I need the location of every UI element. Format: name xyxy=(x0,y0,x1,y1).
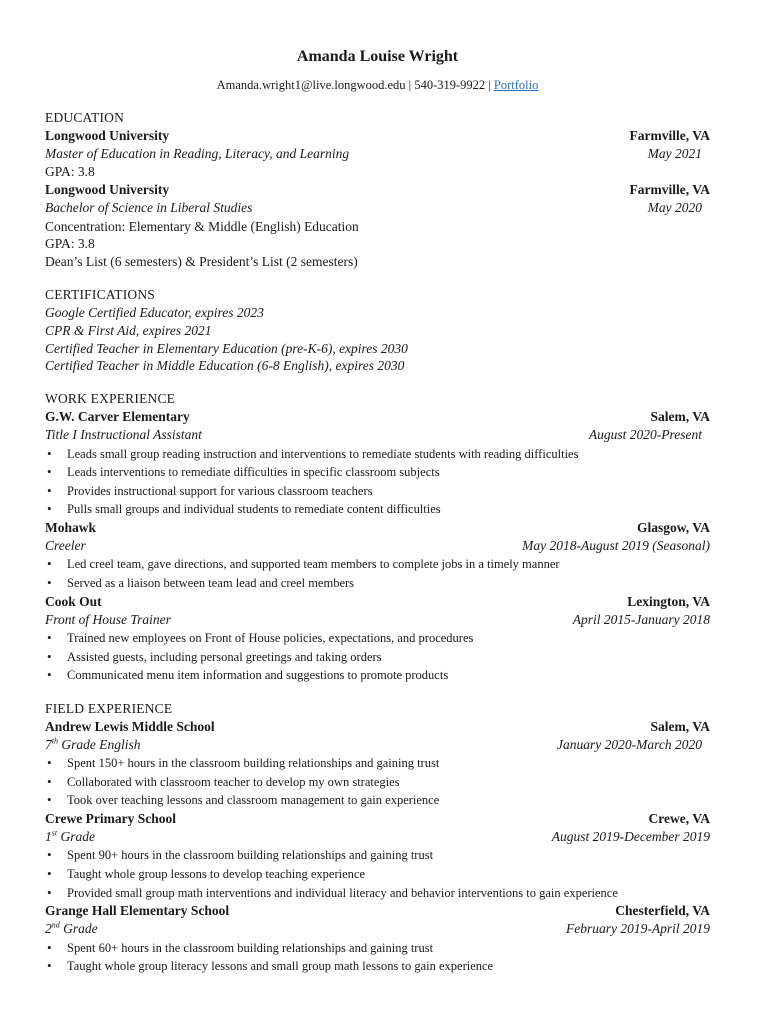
bullet-item: • Spent 90+ hours in the classroom building relationships and gaining trust xyxy=(45,846,710,865)
school-name: Grange Hall Elementary School xyxy=(45,903,230,919)
placement-grade-row xyxy=(45,920,710,938)
certification-item: Certified Teacher in Middle Education (6-8 English), expires 2030 xyxy=(45,358,405,374)
degree-title: Master of Education in Reading, Literacy, and Learning xyxy=(45,146,350,162)
placement-grade xyxy=(45,736,140,754)
job-role-row xyxy=(45,426,710,444)
job-dates: April 2015-January 2018 xyxy=(572,611,710,627)
bullet-item: • Provided small group math interventions and individual literacy and behavior interventions to gain experience xyxy=(45,884,710,903)
bullet-item: • Spent 150+ hours in the classroom building relationships and gaining trust xyxy=(45,754,710,773)
placement-dates: January 2020-March 2020 xyxy=(557,736,702,752)
grade-label: Grade xyxy=(59,921,98,937)
placement-header xyxy=(45,718,710,736)
education-section xyxy=(45,109,710,271)
education-detail: GPA: 3.8 xyxy=(45,164,95,180)
employer-location: Glasgow, VA xyxy=(636,519,710,535)
school-name: Andrew Lewis Middle School xyxy=(45,718,215,734)
degree-title: Bachelor of Science in Liberal Studies xyxy=(45,200,253,216)
job-dates: May 2018-August 2019 (Seasonal) xyxy=(522,538,710,554)
certifications-section xyxy=(45,286,710,375)
education-detail: GPA: 3.8 xyxy=(45,236,95,252)
resume-page xyxy=(45,46,710,976)
bullet-item: • Leads interventions to remediate difficulties in specific classroom subjects xyxy=(45,463,710,482)
certification-item: CPR & First Aid, expires 2021 xyxy=(45,322,212,338)
job-header xyxy=(45,519,710,537)
education-detail: Concentration: Elementary & Middle (English) Education xyxy=(45,218,359,234)
job-role: Front of House Trainer xyxy=(45,611,171,627)
job-role-row xyxy=(45,537,710,555)
contact-line xyxy=(45,76,710,94)
resume-name: Amanda Louise Wright xyxy=(296,48,459,65)
grade-number: 7 xyxy=(45,736,52,752)
bullet-item: • Assisted guests, including personal greetings and taking orders xyxy=(45,648,710,667)
employer-location: Salem, VA xyxy=(650,409,710,425)
placement-dates: February 2019-April 2019 xyxy=(566,921,710,937)
employer-name: G.W. Carver Elementary xyxy=(45,409,190,425)
degree-date: May 2020 xyxy=(647,200,702,216)
bullet-item: • Taught whole group literacy lessons and small group math lessons to gain experience xyxy=(45,957,710,976)
work-experience-section xyxy=(45,390,710,685)
grade-label: Grade English xyxy=(57,736,141,752)
job-bullets xyxy=(45,629,710,685)
job-role: Title I Instructional Assistant xyxy=(45,427,202,443)
section-heading: FIELD EXPERIENCE xyxy=(45,700,173,716)
school-name: Crewe Primary School xyxy=(45,810,176,826)
employer-location: Lexington, VA xyxy=(627,593,710,609)
school-location: Crewe, VA xyxy=(648,810,710,826)
grade-ordinal: st xyxy=(51,828,58,838)
placement-grade-row xyxy=(45,736,710,754)
placement-bullets xyxy=(45,754,710,810)
bullet-item: • Trained new employees on Front of House policies, expectations, and procedures xyxy=(45,629,710,648)
job-header xyxy=(45,408,710,426)
grade-ordinal: nd xyxy=(51,920,60,930)
placement-grade xyxy=(45,920,98,938)
job-dates: August 2020-Present xyxy=(588,427,702,443)
separator: | xyxy=(485,78,494,92)
education-entry-degree xyxy=(45,145,710,163)
bullet-item: • Took over teaching lessons and classroom management to gain experience xyxy=(45,791,710,810)
separator: | xyxy=(405,78,415,92)
job-role: Creeler xyxy=(45,538,86,554)
education-entry-header xyxy=(45,127,710,145)
placement-bullets xyxy=(45,939,710,976)
job-role-row xyxy=(45,611,710,629)
bullet-item: • Taught whole group lessons to develop teaching experience xyxy=(45,865,710,884)
degree-date: May 2021 xyxy=(647,146,702,162)
bullet-item: • Collaborated with classroom teacher to develop my own strategies xyxy=(45,773,710,792)
employer-name: Cook Out xyxy=(45,593,102,609)
placement-header xyxy=(45,902,710,920)
portfolio-link[interactable]: Portfolio xyxy=(493,78,539,92)
school-location: Chesterfield, VA xyxy=(615,903,710,919)
placement-grade-row xyxy=(45,828,710,846)
grade-ordinal: th xyxy=(51,736,58,746)
placement-bullets xyxy=(45,846,710,902)
placement-grade xyxy=(45,828,95,846)
grade-number: 2 xyxy=(45,921,52,937)
bullet-item: • Communicated menu item information and suggestions to promote products xyxy=(45,666,710,685)
school-name: Longwood University xyxy=(45,182,170,198)
certification-item: Google Certified Educator, expires 2023 xyxy=(45,305,264,320)
education-entry-header xyxy=(45,181,710,199)
grade-label: Grade xyxy=(57,829,95,845)
placement-header xyxy=(45,810,710,828)
section-heading: WORK EXPERIENCE xyxy=(45,391,176,407)
bullet-item: • Served as a liaison between team lead and creel members xyxy=(45,574,710,593)
grade-number: 1 xyxy=(45,829,52,845)
phone-text: 540-319-9922 xyxy=(414,78,486,92)
certification-item: Certified Teacher in Elementary Education (pre-K-6), expires 2030 xyxy=(45,340,408,356)
section-heading: CERTIFICATIONS xyxy=(45,287,155,302)
school-name: Longwood University xyxy=(45,128,170,143)
bullet-item: • Pulls small groups and individual students to remediate content difficulties xyxy=(45,500,710,519)
section-heading: EDUCATION xyxy=(45,110,125,125)
field-experience-section xyxy=(45,700,710,976)
placement-dates: August 2019-December 2019 xyxy=(551,829,710,845)
bullet-item: • Led creel team, gave directions, and supported team members to complete jobs in a timely manner xyxy=(45,555,710,574)
job-bullets xyxy=(45,445,710,519)
email-text: Amanda.wright1@live.longwood.edu xyxy=(216,78,406,92)
education-detail: Dean’s List (6 semesters) & President’s List (2 semesters) xyxy=(45,254,358,270)
job-header xyxy=(45,593,710,611)
education-entry-degree xyxy=(45,199,710,217)
bullet-item: • Leads small group reading instruction and interventions to remediate students with reading difficulties xyxy=(45,445,710,464)
job-bullets xyxy=(45,555,710,592)
school-location: Farmville, VA xyxy=(629,182,710,198)
school-location: Salem, VA xyxy=(650,718,710,734)
bullet-item: • Provides instructional support for various classroom teachers xyxy=(45,482,710,501)
employer-name: Mohawk xyxy=(45,519,97,535)
bullet-item: • Spent 60+ hours in the classroom building relationships and gaining trust xyxy=(45,939,710,958)
school-location: Farmville, VA xyxy=(629,128,710,143)
